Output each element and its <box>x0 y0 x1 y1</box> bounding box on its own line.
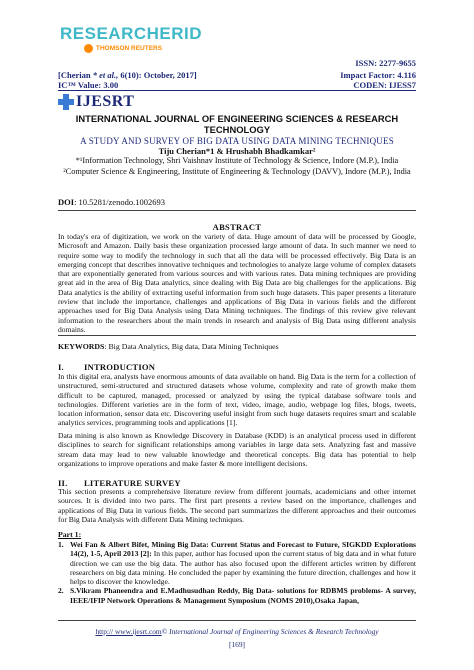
keywords-label: KEYWORDS <box>58 342 105 351</box>
researcherid-logo <box>60 24 202 44</box>
section-title: LITERATURE SURVEY <box>84 478 181 488</box>
keywords <box>58 342 279 351</box>
reference-text: In this paper, author has focused upon the current status of big data and in what future direction we can use the big data. The author has also focused upon the different articles written by different researchers on big data mining. He concluded the paper by examining the future direction, challenges and how it helps to discover the knowledge. <box>70 549 416 587</box>
page-number: [169] <box>228 640 245 649</box>
footer-divider <box>58 620 416 621</box>
section-number: II. <box>58 478 68 488</box>
doi-divider <box>58 210 416 211</box>
reference-body <box>70 540 416 586</box>
plus-logo-icon <box>58 94 74 110</box>
thomson-reuters-label: THOMSON REUTERS <box>96 45 163 52</box>
affiliation-2: ²Computer Science & Engineering, Institute of Engineering & Technology (DAVV), Indore (M.P.), India <box>63 167 411 176</box>
thomson-reuters-logo <box>84 44 162 53</box>
thomson-reuters-icon <box>84 44 93 53</box>
researcherid-logo-suffix: ID <box>184 24 203 43</box>
authors: Tiju Cherian*1 & Hrushabh Bhadkamkar² <box>158 146 316 156</box>
journal-name: INTERNATIONAL JOURNAL OF ENGINEERING SCIENCES & RESEARCH TECHNOLOGY <box>75 113 399 135</box>
reference-number: 2. <box>58 586 64 596</box>
footer-url-link[interactable]: http:// www.ijesrt.com <box>95 627 162 636</box>
reference-title: Wei Fan & Albert Bifet, Mining Big Data: Current Status and Forecast to Future, SIGKDD Explorations 14(2), 1-5, April 2013 [2]: <box>70 540 416 559</box>
section-heading-introduction <box>58 362 155 372</box>
reference-item <box>58 586 416 605</box>
introduction-paragraph-2: Data mining is also known as Knowledge Discovery in Database (KDD) is an analytical process used in different disciplines to search for significant relationships among variables in large data sets. Analyzing fast and massive stream data may lead to new valuable knowledge and theoretical concepts. Big data has potential to help organizations to improve operations and make faster & more intelligent decisions. <box>58 431 416 468</box>
footer-text: © International Journal of Engineering Sciences & Research Technology <box>161 627 379 636</box>
ic-value: IC™ Value: 3.00 <box>58 80 119 90</box>
reference-number: 1. <box>58 540 64 549</box>
citation-etal: * et al., <box>92 70 119 80</box>
section-title: INTRODUCTION <box>84 362 156 372</box>
footer <box>58 627 416 636</box>
impact-factor: Impact Factor: 4.116 <box>340 70 416 80</box>
paper-title: A STUDY AND SURVEY OF BIG DATA USING DATA MINING TECHNIQUES <box>80 136 394 146</box>
abstract-text: In today's era of digitization, we work on the variety of data. Huge amount of data will be processed by Google, Microsoft and Amazon. Daily basis these organization processed large amount of data. In such manner we need to require some way to modify the technology in such that all the data will be processed effectively. Big Data is an emerging concept that describes innovative techniques and technologies to analyze large volume of complex datasets that are exponentially generated from various sources and with various rates. Data mining techniques are providing great aid in the area of Big Data analytics, since dealing with Big Data are big challenges for the applications. Big Data analytics is the ability of extracting useful information from such huge datasets. This paper presents a literature review that include the importance, challenges and applications of Big Data in various fields and the different approaches used for Big Data Analysis using Data Mining techniques. The findings of this review give relevant information to the researchers about the main trends in research and analysis of Big Data using different analysis domains. <box>58 232 416 334</box>
introduction-paragraph-1: In this digital era, analysts have enormous amounts of data available on hand. Big Data is the term for a collection of unstructured, semi-structured and structured datasets whose volume, complexity and rate of growth make them difficult to be captured, managed, processed or analyzed by using the typical database software tools and technologies. Different varieties are in the form of text, video, image, audio, webpage log files, blogs, tweets, location information, sensor data etc. Discovering useful insight from such huge datasets requires smart and scalable analytics services, programming tools and applications [1]. <box>58 372 416 428</box>
reference-title: S.Vikram Phaneendra and E.Madhusudhan Reddy, Big Data- solutions for RDBMS problems- A survey, IEEE/IFIP Network Operations & Management Symposium (NOMS 2010),Osaka Japan, <box>70 586 416 605</box>
journal-brand <box>58 93 134 111</box>
doi-label: DOI <box>58 197 75 207</box>
reference-list <box>58 540 416 605</box>
abstract-divider <box>58 335 416 336</box>
citation-suffix: 6(10): October, 2017] <box>118 70 197 80</box>
citation-prefix: [Cherian <box>58 70 93 80</box>
doi-value: : 10.5281/zenodo.1002693 <box>74 197 165 207</box>
reference-item <box>58 540 416 586</box>
part-label: Part 1: <box>58 530 82 539</box>
citation <box>58 70 197 80</box>
researcherid-logo-prefix: RESEARCHER <box>60 24 185 43</box>
literature-paragraph: This section presents a comprehensive literature review from different journals, academicians and other internet sources. It is divided into two parts. The first part presents a review based on the importance, challenges and applications of Big Data in various fields. The second part summarizes the different approaches and their outcomes for Big Data Analysis with different Data Mining techniques. <box>58 487 416 524</box>
doi <box>58 197 165 207</box>
section-number: I. <box>58 362 64 372</box>
abstract-heading: ABSTRACT <box>212 222 262 232</box>
affiliation-1: *¹Information Technology, Shri Vaishnav Institute of Technology & Science, Indore (M.P.), India <box>75 156 399 165</box>
keywords-text: : Big Data Analytics, Big data, Data Mining Techniques <box>104 342 279 351</box>
coden: CODEN: IJESS7 <box>353 80 416 90</box>
header-divider <box>58 90 416 91</box>
issn: ISSN: 2277-9655 <box>355 58 416 68</box>
reference-body <box>70 586 416 605</box>
brand-name: IJESRT <box>76 93 135 110</box>
